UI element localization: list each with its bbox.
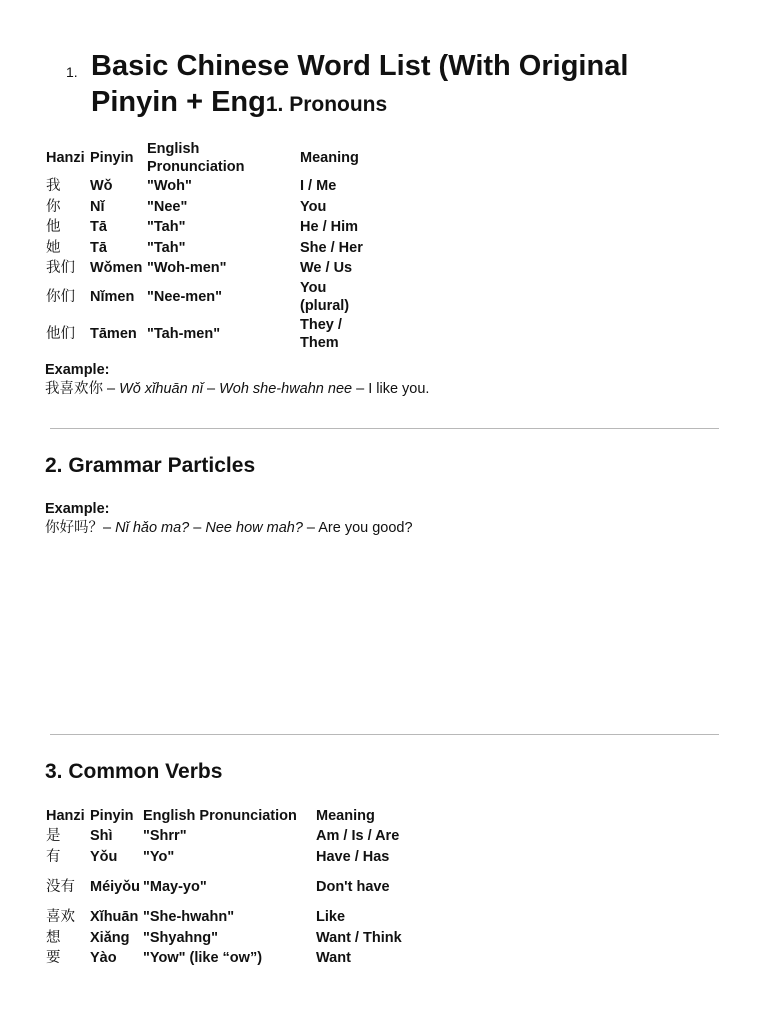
hanzi-cell: 是 <box>46 828 61 845</box>
pronunciation-cell: "Woh" <box>147 178 192 195</box>
pronouns-table <box>45 140 379 353</box>
hanzi-cell: 有 <box>46 848 61 865</box>
pronunciation-cell: "Yo" <box>143 848 175 865</box>
column-header-meaning: Meaning <box>300 150 359 166</box>
pinyin-cell: Yǒu <box>90 848 118 865</box>
hanzi-cell: 他们 <box>46 325 75 342</box>
column-header-english-pronunciation: English Pronunciation <box>143 808 297 824</box>
hanzi-cell: 他 <box>46 219 61 236</box>
table-row <box>45 197 379 218</box>
table-row <box>45 948 425 969</box>
table-header-row <box>45 806 425 826</box>
pinyin-cell: Xǐhuān <box>90 909 139 926</box>
common-verbs-heading: 3. Common Verbs <box>45 760 223 783</box>
example-separator: – <box>352 381 369 397</box>
pronunciation-cell: "Nee-men" <box>147 288 222 305</box>
section-divider <box>50 734 719 735</box>
pronunciation-cell: "Woh-men" <box>147 260 227 277</box>
example-hanzi: 我喜欢你 <box>45 381 103 397</box>
pinyin-cell: Xiǎng <box>90 929 130 946</box>
table-row <box>45 867 425 907</box>
example-separator: – <box>103 381 120 397</box>
example-pinyin: Wǒ xǐhuān nǐ <box>119 381 203 397</box>
document-title <box>66 48 706 123</box>
example-pronunciation: Nee how mah? <box>205 520 303 536</box>
meaning-cell: You <box>300 198 327 215</box>
example-separator: – <box>302 520 319 536</box>
table-row <box>45 258 379 279</box>
pronunciation-cell: "She-hwahn" <box>143 909 235 926</box>
title-list-number: 1. <box>66 64 78 80</box>
pronunciation-cell: "May-yo" <box>143 879 207 895</box>
meaning-cell: I / Me <box>300 178 337 195</box>
section-divider <box>50 428 719 429</box>
example-separator: – <box>103 520 116 536</box>
pronunciation-cell: "Shrr" <box>143 828 187 845</box>
meaning-cell: He / Him <box>300 219 359 236</box>
example-hanzi: 你好吗？ <box>45 520 103 536</box>
meaning-cell: She / Her <box>300 239 363 256</box>
pronunciation-cell: "Shyahng" <box>143 929 218 946</box>
meaning-cell: They / Them <box>300 316 342 351</box>
meaning-cell: Am / Is / Are <box>316 828 400 845</box>
pinyin-cell: Méiyǒu <box>90 879 140 895</box>
example-label: Example: <box>45 501 110 517</box>
table-row <box>45 217 379 238</box>
example-meaning: Are you good? <box>318 520 413 536</box>
meaning-cell: Want / Think <box>316 929 402 946</box>
pronunciation-cell: "Tah-men" <box>147 325 221 342</box>
example-meaning: I like you. <box>368 381 430 397</box>
pronunciation-cell: "Tah" <box>147 219 186 236</box>
table-row <box>45 907 425 928</box>
hanzi-cell: 你 <box>46 198 61 215</box>
document-title-block <box>66 48 706 123</box>
pinyin-cell: Nǐ <box>90 198 105 215</box>
pinyin-cell: Tā <box>90 219 107 236</box>
hanzi-cell: 你们 <box>46 288 75 305</box>
hanzi-cell: 她 <box>46 239 61 256</box>
example-separator: – <box>189 520 206 536</box>
pronouns-section-heading: 1. Pronouns <box>265 93 388 116</box>
pronunciation-cell: "Yow" (like “ow”) <box>143 950 263 967</box>
table-row <box>45 826 425 847</box>
hanzi-cell: 我 <box>46 178 61 195</box>
pronunciation-cell: "Tah" <box>147 239 186 256</box>
hanzi-cell: 没有 <box>46 879 75 895</box>
pinyin-cell: Tāmen <box>90 325 137 342</box>
grammar-example <box>45 500 413 538</box>
column-header-hanzi: Hanzi <box>46 150 85 166</box>
column-header-english-pronunciation: English Pronunciation <box>147 141 245 175</box>
table-row <box>45 238 379 259</box>
pinyin-cell: Wǒ <box>90 178 113 195</box>
pronouns-example <box>45 361 429 399</box>
pinyin-cell: Shì <box>90 828 113 845</box>
hanzi-cell: 想 <box>46 929 61 946</box>
table-row <box>45 176 379 197</box>
example-label: Example: <box>45 362 110 378</box>
meaning-cell: Don't have <box>316 879 390 895</box>
pinyin-cell: Wǒmen <box>90 260 143 277</box>
meaning-cell: We / Us <box>300 260 353 277</box>
column-header-meaning: Meaning <box>316 808 375 824</box>
meaning-cell: You (plural) <box>300 279 350 314</box>
table-row <box>45 279 379 315</box>
hanzi-cell: 要 <box>46 950 61 967</box>
table-header-row <box>45 140 379 176</box>
pinyin-cell: Yào <box>90 950 117 967</box>
grammar-particles-heading: 2. Grammar Particles <box>45 454 256 477</box>
hanzi-cell: 我们 <box>46 260 75 277</box>
meaning-cell: Like <box>316 909 346 926</box>
column-header-pinyin: Pinyin <box>90 150 134 166</box>
meaning-cell: Want <box>316 950 351 967</box>
table-row <box>45 315 379 353</box>
column-header-pinyin: Pinyin <box>90 808 134 824</box>
example-separator: – <box>202 381 220 397</box>
table-row <box>45 847 425 868</box>
common-verbs-table <box>45 806 425 969</box>
table-row <box>45 928 425 949</box>
example-pronunciation: Woh she-hwahn nee <box>219 381 353 397</box>
meaning-cell: Have / Has <box>316 848 390 865</box>
hanzi-cell: 喜欢 <box>46 909 75 926</box>
pronunciation-cell: "Nee" <box>147 198 188 215</box>
pinyin-cell: Tā <box>90 239 107 256</box>
column-header-hanzi: Hanzi <box>46 808 85 824</box>
pinyin-cell: Nǐmen <box>90 288 135 305</box>
document-title-text: Basic Chinese Word List (With Original Pinyin + Eng <box>91 50 629 118</box>
example-pinyin: Nǐ hǎo ma? <box>115 520 190 536</box>
